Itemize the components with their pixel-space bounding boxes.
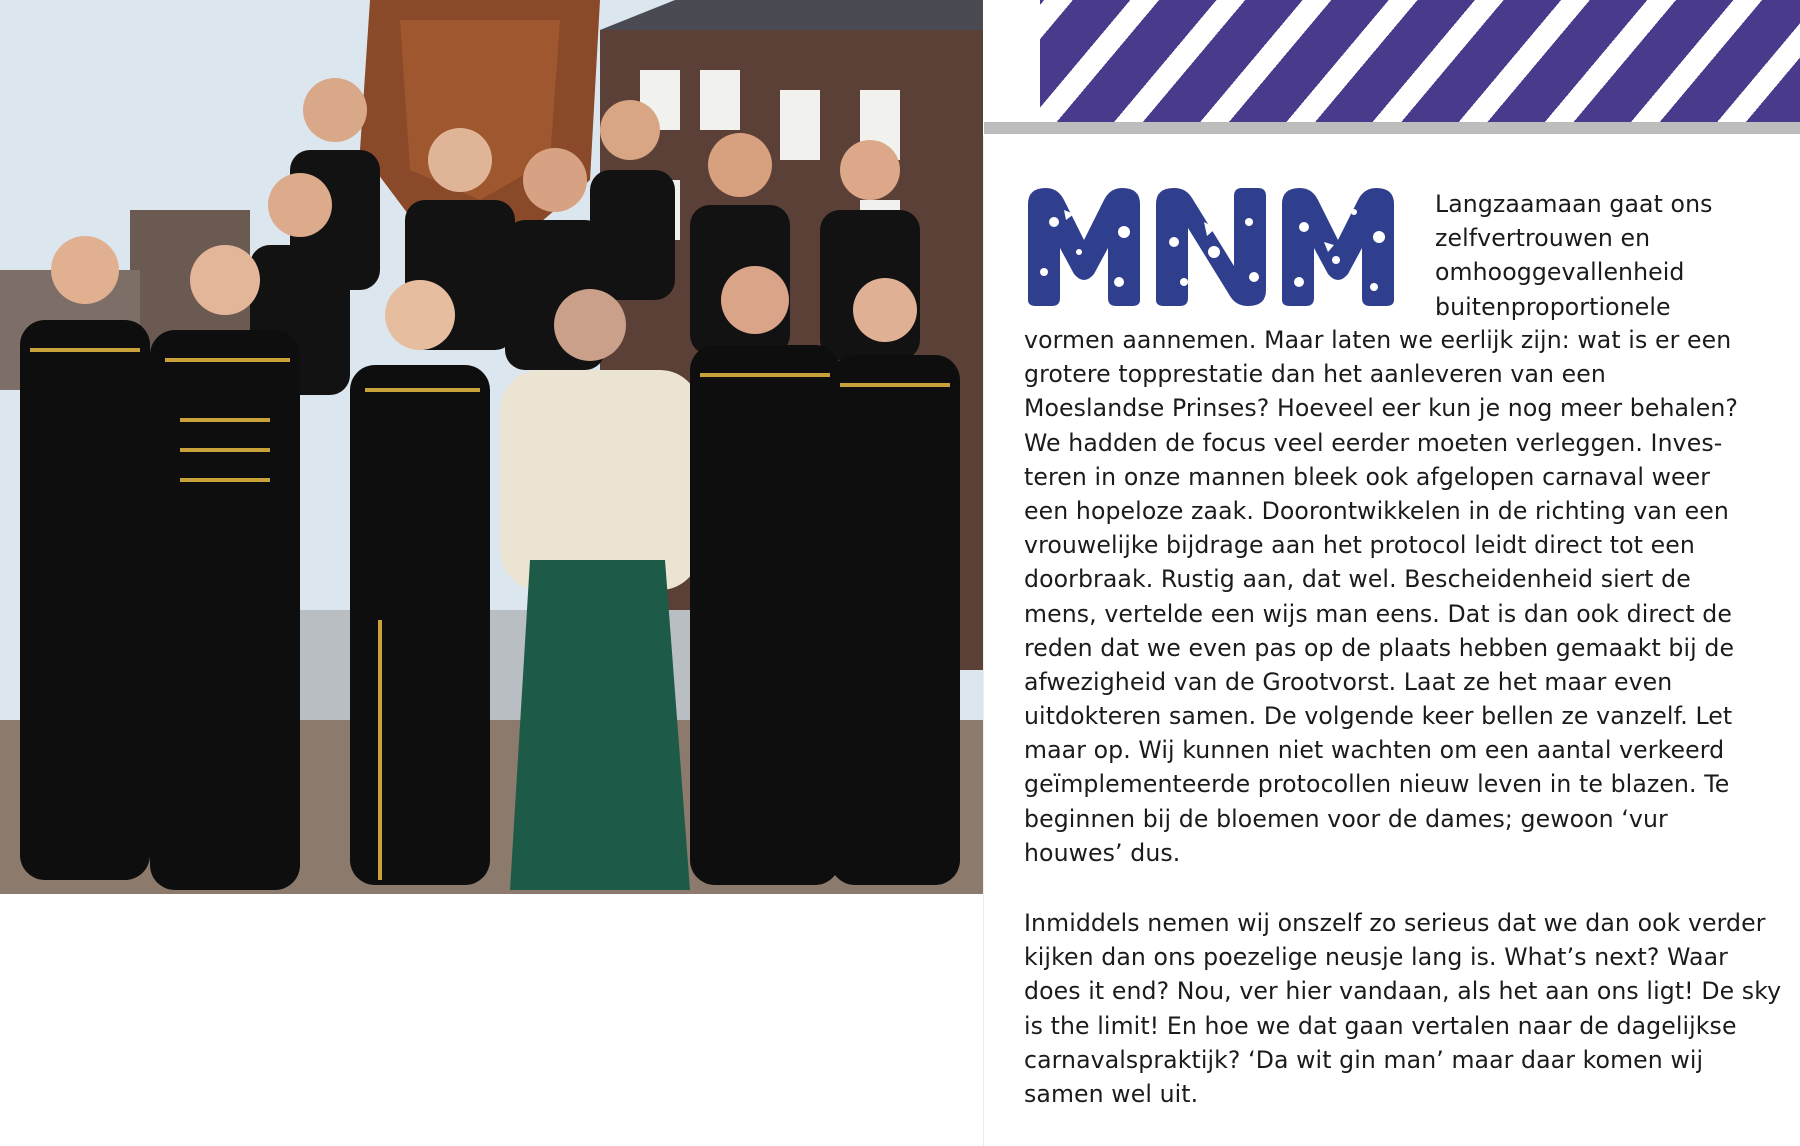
paragraph-line: Inmiddels nemen wij onszelf zo serieus dat we dan ook verder [1024,909,1766,937]
paragraph-line: samen wel uit. [1024,1079,1199,1108]
paragraph-line: geïmplementeerde protocollen nieuw leven in te blazen. Te [1024,770,1730,799]
intro-line: buitenproportionele [1435,292,1671,321]
paragraph-line: houwes’ dus. [1024,838,1181,867]
paragraph-1 [1024,323,1738,870]
intro-line: omhooggevallenheid [1435,258,1685,287]
paragraph-line: teren in onze mannen bleek ook afgelopen carnaval weer [1024,462,1711,491]
mnm-logo [1024,182,1402,310]
group-photo [0,0,983,894]
paragraph-line: is the limit! En hoe we dat gaan vertalen naar de dagelijkse [1024,1011,1737,1040]
stripe-banner [1040,0,1800,126]
intro-line: Langzaamaan gaat ons [1435,190,1713,218]
paragraph-line: uitdokteren samen. De volgende keer bellen ze vanzelf. Let [1024,702,1733,731]
paragraph-line: afwezigheid van de Grootvorst. Laat ze het maar even [1024,667,1673,696]
group-photo-illustration [0,0,983,894]
paragraph-line: mens, vertelde een wijs man eens. Dat is dan ook direct de [1024,599,1732,628]
paragraph-line: reden dat we even pas op de plaats hebben gemaakt bij de [1024,633,1735,662]
paragraph-line: carnavalspraktijk? ‘Da wit gin man’ maar daar komen wij [1024,1045,1704,1074]
paragraph-line: vrouwelijke bijdrage aan het protocol leidt direct tot een [1024,531,1695,560]
paragraph-line: een hopeloze zaak. Doorontwikkelen in de richting van een [1024,496,1729,525]
paragraph-line: vormen aannemen. Maar laten we eerlijk zijn: wat is er een [1024,326,1732,354]
paragraph-line: grotere topprestatie dan het aanleveren van een [1024,360,1606,389]
paragraph-line: does it end? Nou, ver hier vandaan, als het aan ons ligt! De sky [1024,977,1782,1006]
paragraph-line: We hadden de focus veel eerder moeten verleggen. Inves- [1024,428,1723,457]
banner-shadow [984,122,1800,134]
paragraph-line: doorbraak. Rustig aan, dat wel. Bescheidenheid siert de [1024,565,1691,594]
intro-text [1435,187,1713,324]
intro-line: zelfvertrouwen en [1435,224,1651,253]
paragraph-2 [1024,906,1781,1111]
paragraph-line: maar op. Wij kunnen niet wachten om een aantal verkeerd [1024,736,1725,765]
paragraph-line: Moeslandse Prinses? Hoeveel eer kun je nog meer behalen? [1024,394,1739,423]
paragraph-line: kijken dan ons poezelige neusje lang is. What’s next? Waar [1024,943,1728,972]
paragraph-line: beginnen bij de bloemen voor de dames; gewoon ‘vur [1024,804,1668,833]
